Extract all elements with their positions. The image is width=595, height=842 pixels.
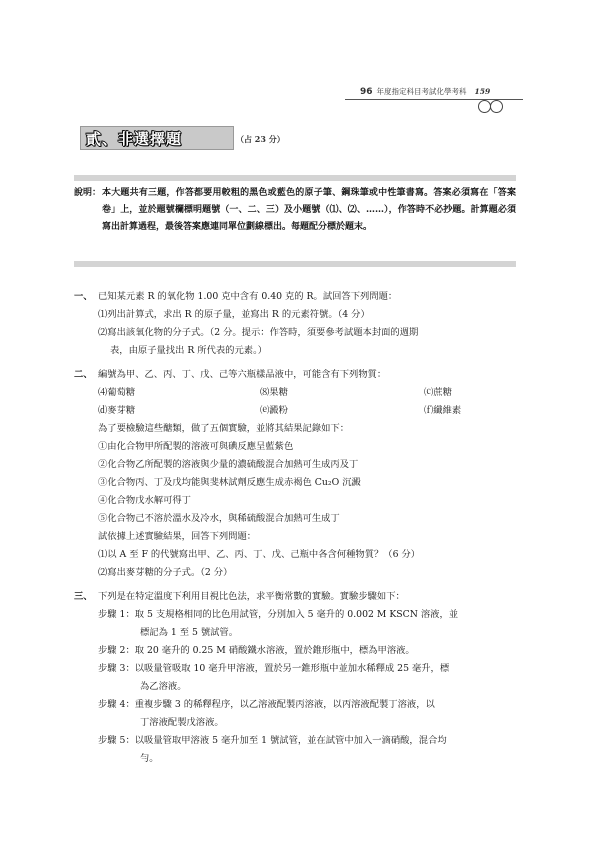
q3-step5-line1: 步驟 5：以吸量管取甲溶液 5 毫升加至 1 號試管，並在試管中加入一滴硝酸，混合均 (98, 735, 447, 746)
q2-exp1: ①由化合物甲所配製的溶液可與碘反應呈藍紫色 (98, 441, 294, 452)
q2-exp3: ③化合物丙、丁及戊均能與斐林試劑反應生成赤褐色 Cu₂O 沉澱 (98, 477, 361, 488)
q3-step4-line1: 步驟 4：重複步驟 3 的稀釋程序，以乙溶液配製丙溶液，以丙溶液配製丁溶液，以 (98, 699, 435, 710)
q1-stem: 已知某元素 R 的氧化物 1.00 克中含有 0.40 克的 R。試回答下列問題： (98, 291, 398, 302)
q2-item-b: ⑻果糖 (260, 387, 288, 398)
q1-part2-line2: 表，由原子量找出 R 所代表的元素。） (110, 345, 268, 356)
q1-part2-line1: ⑵寫出該氧化物的分子式。（2 分。提示：作答時，須要參考試題本封面的週期 (98, 327, 419, 338)
q3-step2: 步驟 2：取 20 毫升的 0.25 M 硝酸鐵水溶液，置於錐形瓶中，標為甲溶液。 (98, 645, 415, 656)
q3-step4-line2: 丁溶液配製戊溶液。 (140, 717, 224, 728)
section-score: （占 23 分） (236, 134, 285, 144)
q1-part1: ⑴列出計算式，求出 R 的原子量，並寫出 R 的元素符號。（4 分） (98, 309, 370, 320)
q2-intro: 為了要檢驗這些醣類，做了五個實驗，並將其結果記錄如下： (98, 423, 350, 434)
instructions-label: 說明： (74, 188, 102, 198)
q2-exp2: ②化合物乙所配製的溶液與少量的濃硫酸混合加熱可生成丙及丁 (98, 459, 359, 470)
instructions (74, 185, 516, 236)
q2-stem: 編號為甲、乙、丙、丁、戊、己等六瓶樣品液中，可能含有下列物質： (98, 369, 387, 380)
q2-item-d: ⒟麥芽糖 (98, 405, 136, 416)
instructions-text: 本大題共有三題，作答都要用較粗的黑色或藍色的原子筆、鋼珠筆或中性筆書寫。答案必須寫在「答案卷」上，並於題號欄標明題號（一、二、三）及小題號（⑴、⑵、……），作答時不必抄題。計算題必須寫出計算過程，最後答案應連同單位劃線標出。每題配分標於題末。 (102, 188, 516, 232)
q3-step1-line1: 步驟 1：取 5 支規格相同的比色用試管，分別加入 5 毫升的 0.002 M KSCN 溶液，並 (98, 609, 459, 620)
q3-number: 三、 (74, 591, 93, 602)
q2-item-f: ⒡纖維素 (424, 405, 462, 416)
instructions-band-bottom (74, 261, 516, 267)
section-title: 貳、非選擇題 (86, 130, 183, 148)
q2-part1: ⑴以 A 至 F 的代號寫出甲、乙、丙、丁、戊、己瓶中各含何種物質？（6 分） (98, 549, 421, 560)
header-title: 年度指定科目考試化學考科 (376, 87, 467, 96)
q2-exp5: ⑤化合物己不溶於溫水及冷水，與稀硫酸混合加熱可生成丁 (98, 513, 340, 524)
q2-exp4: ④化合物戊水解可得丁 (98, 495, 191, 506)
q3-step5-line2: 勻。 (140, 753, 159, 764)
q2-part2: ⑵寫出麥芽糖的分子式。（2 分） (98, 567, 233, 578)
q3-stem: 下列是在特定溫度下利用目視比色法，求平衡常數的實驗。實驗步驟如下： (98, 591, 405, 602)
q2-item-e: ⒠澱粉 (260, 405, 288, 416)
header-number: 96 (360, 87, 373, 97)
running-header (360, 86, 490, 97)
q2-number: 二、 (74, 369, 93, 380)
q2-item-a: ⑷葡萄糖 (98, 387, 136, 398)
q2-ask: 試依據上述實驗結果，回答下列問題： (98, 531, 257, 542)
decor-circle-icon (490, 100, 503, 113)
q3-step3-line2: 為乙溶液。 (140, 681, 187, 692)
page-number: 159 (474, 87, 491, 96)
q1-number: 一、 (74, 291, 93, 302)
q3-step1-line2: 標記為 1 至 5 號試管。 (140, 627, 239, 638)
q3-step3-line1: 步驟 3：以吸量管吸取 10 毫升甲溶液，置於另一錐形瓶中並加水稀釋成 25 毫升，標 (98, 663, 450, 674)
instructions-band-top (74, 175, 516, 181)
q2-item-c: ⒞蔗糖 (424, 387, 452, 398)
